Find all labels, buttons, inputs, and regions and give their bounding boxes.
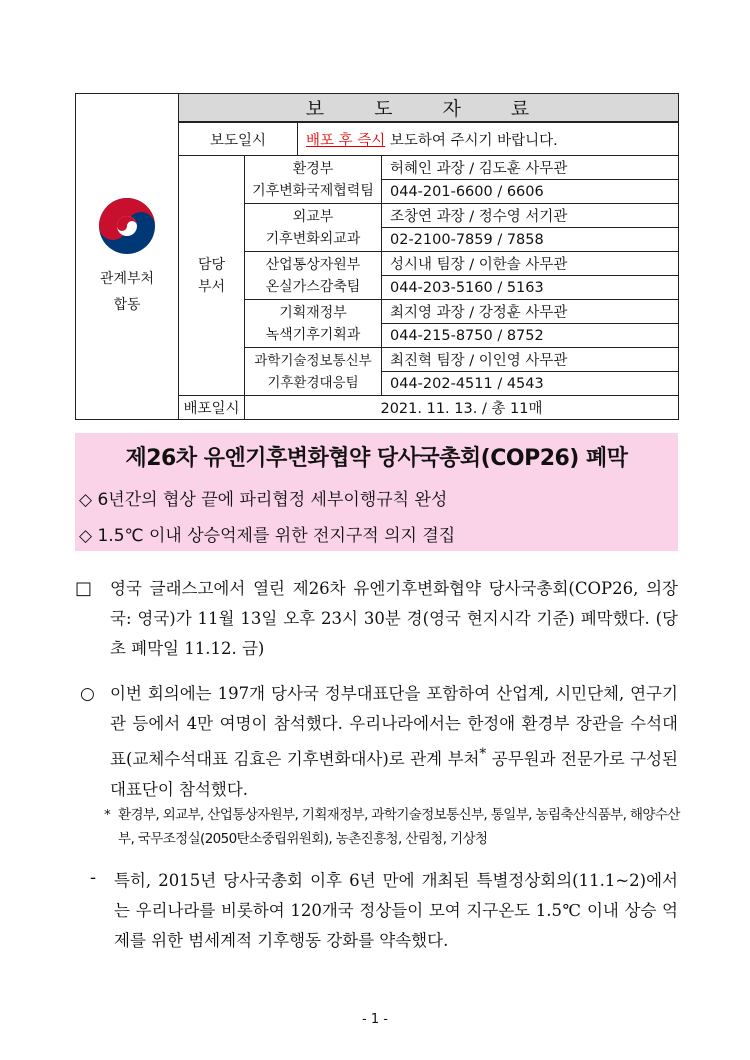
- dept-person: 조창연 과장 / 정수영 서기관: [382, 204, 679, 228]
- distribution-label: 배포일시: [179, 396, 245, 420]
- paragraph-2: [110, 679, 678, 805]
- dash-bullet: -: [90, 868, 97, 888]
- dept-2: [245, 252, 382, 300]
- paragraph-1: 영국 글래스고에서 열린 제26차 유엔기후변화협약 당사국총회(COP26, 의장국: 영국)가 11월 13일 오후 23시 30분 경(영국 현지시각 기준) 폐막했다. (당초 폐막일 11.12. 금): [110, 579, 678, 658]
- headline-box: [75, 433, 678, 551]
- dept-3: [245, 300, 382, 348]
- headline-title: 제26차 유엔기후변화협약 당사국총회(COP26) 폐막: [125, 446, 628, 471]
- dept-ministry: 산업통상자원부: [265, 256, 361, 273]
- square-bullet: □: [75, 578, 93, 599]
- dept-1: [245, 204, 382, 252]
- dept-phone: 044-202-4511 / 4543: [382, 372, 679, 396]
- dept-ministry: 환경부: [292, 160, 334, 177]
- release-instruction: [298, 122, 679, 156]
- dept-ministry: 기획재정부: [279, 304, 347, 321]
- distribution-value: 2021. 11. 13. / 총 11매: [245, 396, 679, 420]
- dept-phone: 044-215-8750 / 8752: [382, 324, 679, 348]
- footnote-text: 환경부, 외교부, 산업통상자원부, 기획재정부, 과학기술정보통신부, 통일부, 농림축산식품부, 해양수산부, 국무조정실(2050탄소중립위원회), 농촌진흥청, 산림청, 기상청: [118, 807, 680, 847]
- dept-phone: 044-201-6600 / 6606: [382, 180, 679, 204]
- dept-ministry: 외교부: [292, 208, 334, 225]
- circle-bullet: ○: [80, 684, 95, 704]
- org-line-2: 합동: [113, 296, 141, 313]
- page-number: - 1 -: [362, 1012, 388, 1027]
- contact-label-1: 담당: [197, 256, 226, 273]
- government-logo-cell: [76, 94, 179, 420]
- dept-person: 성시내 팀장 / 이한솔 사무관: [382, 252, 679, 276]
- dept-division: 기후변화외교과: [265, 230, 361, 247]
- press-release-header-table: [75, 93, 679, 420]
- paragraph-3: 특히, 2015년 당사국총회 이후 6년 만에 개최된 특별정상회의(11.1~2)에서는 우리나라를 비롯하여 120개국 정상들이 모여 지구온도 1.5℃ 이내 상승 억제를 위한 범세계적 기후행동 강화를 약속했다.: [114, 871, 678, 950]
- korea-government-logo-icon: [97, 196, 157, 256]
- dept-division: 온실가스감축팀: [265, 278, 361, 295]
- contact-label: [179, 156, 245, 396]
- footnote-marker: *: [479, 746, 487, 762]
- paragraph-2b: 공무원과 전문가로 구성된 대표단이 참석했다.: [110, 749, 678, 799]
- org-line-1: 관계부처: [99, 270, 155, 287]
- dept-ministry: 과학기술정보통신부: [254, 352, 372, 369]
- dept-phone: 02-2100-7859 / 7858: [382, 228, 679, 252]
- dept-phone: 044-203-5160 / 5163: [382, 276, 679, 300]
- paragraph-2a: 이번 회의에는 197개 당사국 정부대표단을 포함하여 산업계, 시민단체, 연구기관 등에서 4만 여명이 참석했다. 우리나라에서는 한정애 환경부 장관을 수석대표(교체수석대표 김효은 기후변화대사)로 관계 부처: [110, 684, 678, 769]
- dept-division: 기후변화국제협력팀: [252, 182, 374, 199]
- dept-person: 최지영 과장 / 강정훈 사무관: [382, 300, 679, 324]
- footnote-star: *: [104, 807, 111, 823]
- release-emphasis: 배포 후 즉시: [306, 132, 386, 149]
- dept-division: 녹색기후기획과: [265, 326, 361, 343]
- headline-sub-1: ◇ 6년간의 협상 끝에 파리협정 세부이행규칙 완성: [79, 490, 448, 510]
- document-title: 보 도 자 료: [179, 94, 679, 123]
- release-label: 보도일시: [179, 122, 298, 156]
- dept-4: [245, 348, 382, 396]
- dept-person: 최진혁 팀장 / 이인영 사무관: [382, 348, 679, 372]
- dept-person: 허혜인 과장 / 김도훈 사무관: [382, 156, 679, 180]
- release-text: 보도하여 주시기 바랍니다.: [385, 132, 558, 149]
- dept-division: 기후환경대응팀: [267, 374, 359, 391]
- dept-0: [245, 156, 382, 204]
- contact-label-2: 부서: [197, 278, 226, 295]
- headline-sub-2: ◇ 1.5℃ 이내 상승억제를 위한 전지구적 의지 결집: [79, 526, 456, 546]
